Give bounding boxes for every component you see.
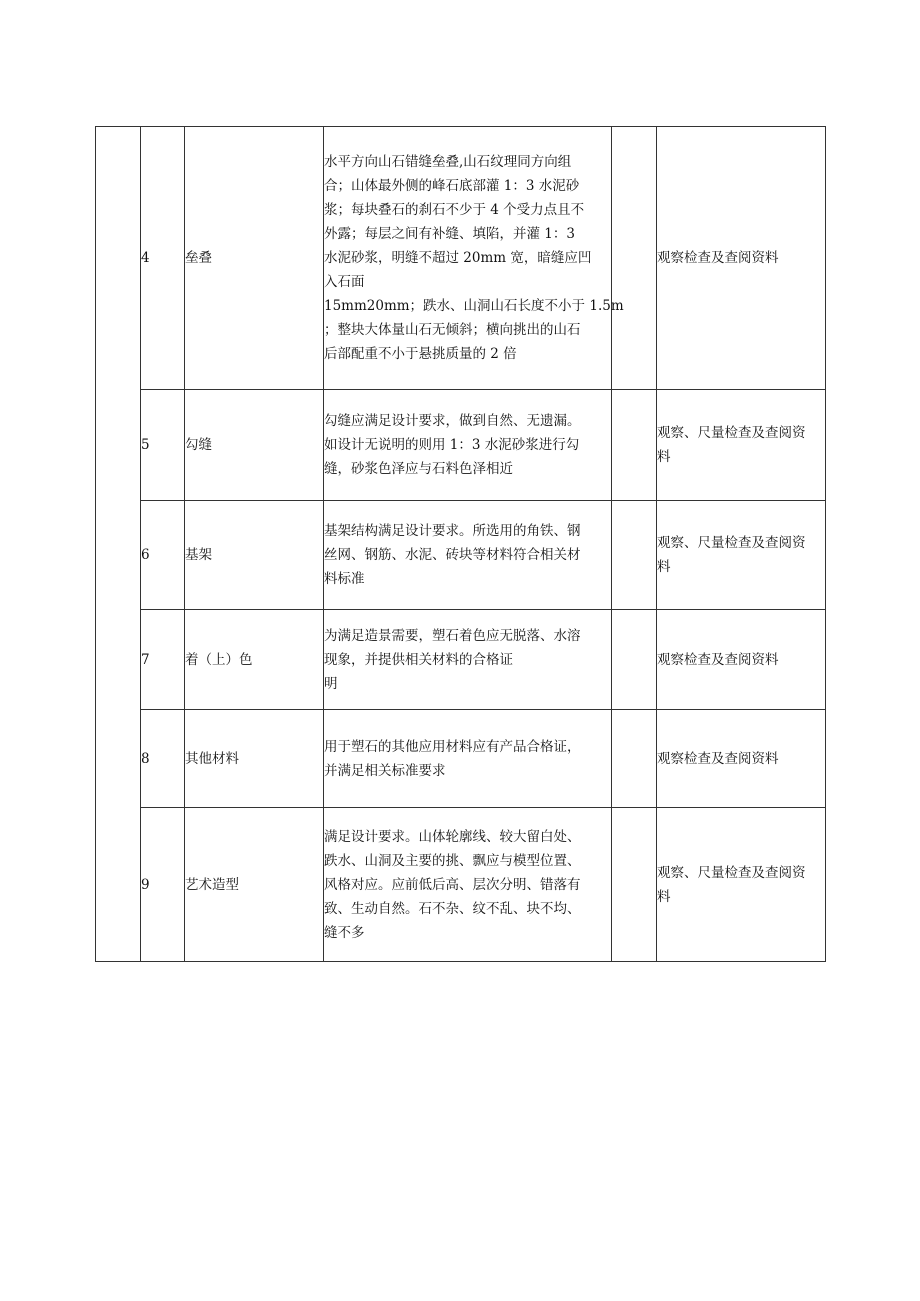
requirement-text: 水平方向山石错缝垒叠,山石纹理同方向组 合；山体最外侧的峰石底部灌 1：3 水泥砂 浆；每块叠石的刹石不少于 4 个受力点且不 外露；每层之间有补缝、填陷，并灌 1：3 水泥砂浆，明缝不超过 20mm 宽，暗缝应凹 入石面 15mm20mm；跌水、山洞山石长度不小于 1.5m ；整块大体量山石无倾斜；横向挑出的山石 后部配重不小于悬挑质量的 2 倍 — [324, 127, 612, 390]
item-name: 勾缝 — [185, 390, 324, 501]
row-number: 5 — [141, 390, 185, 501]
requirement-text: 为满足造景需要，塑石着色应无脱落、水溶 现象，并提供相关材料的合格证 明 — [324, 610, 612, 710]
requirement-text: 满足设计要求。山体轮廓线、较大留白处、 跌水、山洞及主要的挑、飘应与模型位置、 风格对应。应前低后高、层次分明、错落有 致、生动自然。石不杂、纹不乱、块不均、 缝不多 — [324, 808, 612, 962]
row-number: 6 — [141, 501, 185, 610]
table-row — [96, 390, 826, 501]
inspection-method: 观察、尺量检查及查阅资 料 — [657, 808, 826, 962]
requirement-text: 用于塑石的其他应用材料应有产品合格证， 并满足相关标准要求 — [324, 710, 612, 808]
empty-cell — [612, 610, 657, 710]
item-name: 艺术造型 — [185, 808, 324, 962]
empty-cell — [612, 808, 657, 962]
requirement-text: 基架结构满足设计要求。所选用的角铁、钢 丝网、钢筋、水泥、砖块等材料符合相关材 料标准 — [324, 501, 612, 610]
inspection-method: 观察检查及查阅资料 — [657, 610, 826, 710]
inspection-method: 观察检查及查阅资料 — [657, 710, 826, 808]
empty-cell — [612, 390, 657, 501]
table-row — [96, 710, 826, 808]
row-number: 9 — [141, 808, 185, 962]
requirement-text: 勾缝应满足设计要求，做到自然、无遗漏。 如设计无说明的则用 1：3 水泥砂浆进行勾 缝，砂浆色泽应与石料色泽相近 — [324, 390, 612, 501]
row-number: 7 — [141, 610, 185, 710]
empty-cell — [612, 501, 657, 610]
row-number: 8 — [141, 710, 185, 808]
table-row — [96, 501, 826, 610]
item-name: 基架 — [185, 501, 324, 610]
inspection-method: 观察、尺量检查及查阅资 料 — [657, 390, 826, 501]
item-name: 着（上）色 — [185, 610, 324, 710]
item-name: 其他材料 — [185, 710, 324, 808]
empty-cell — [612, 710, 657, 808]
item-name: 垒叠 — [185, 127, 324, 390]
table-row — [96, 808, 826, 962]
merged-category-cell — [96, 127, 141, 962]
table-row — [96, 610, 826, 710]
inspection-method: 观察检查及查阅资料 — [657, 127, 826, 390]
empty-cell — [612, 127, 657, 390]
table-row — [96, 127, 826, 390]
inspection-method: 观察、尺量检查及查阅资 料 — [657, 501, 826, 610]
row-number: 4 — [141, 127, 185, 390]
inspection-table — [95, 126, 826, 962]
